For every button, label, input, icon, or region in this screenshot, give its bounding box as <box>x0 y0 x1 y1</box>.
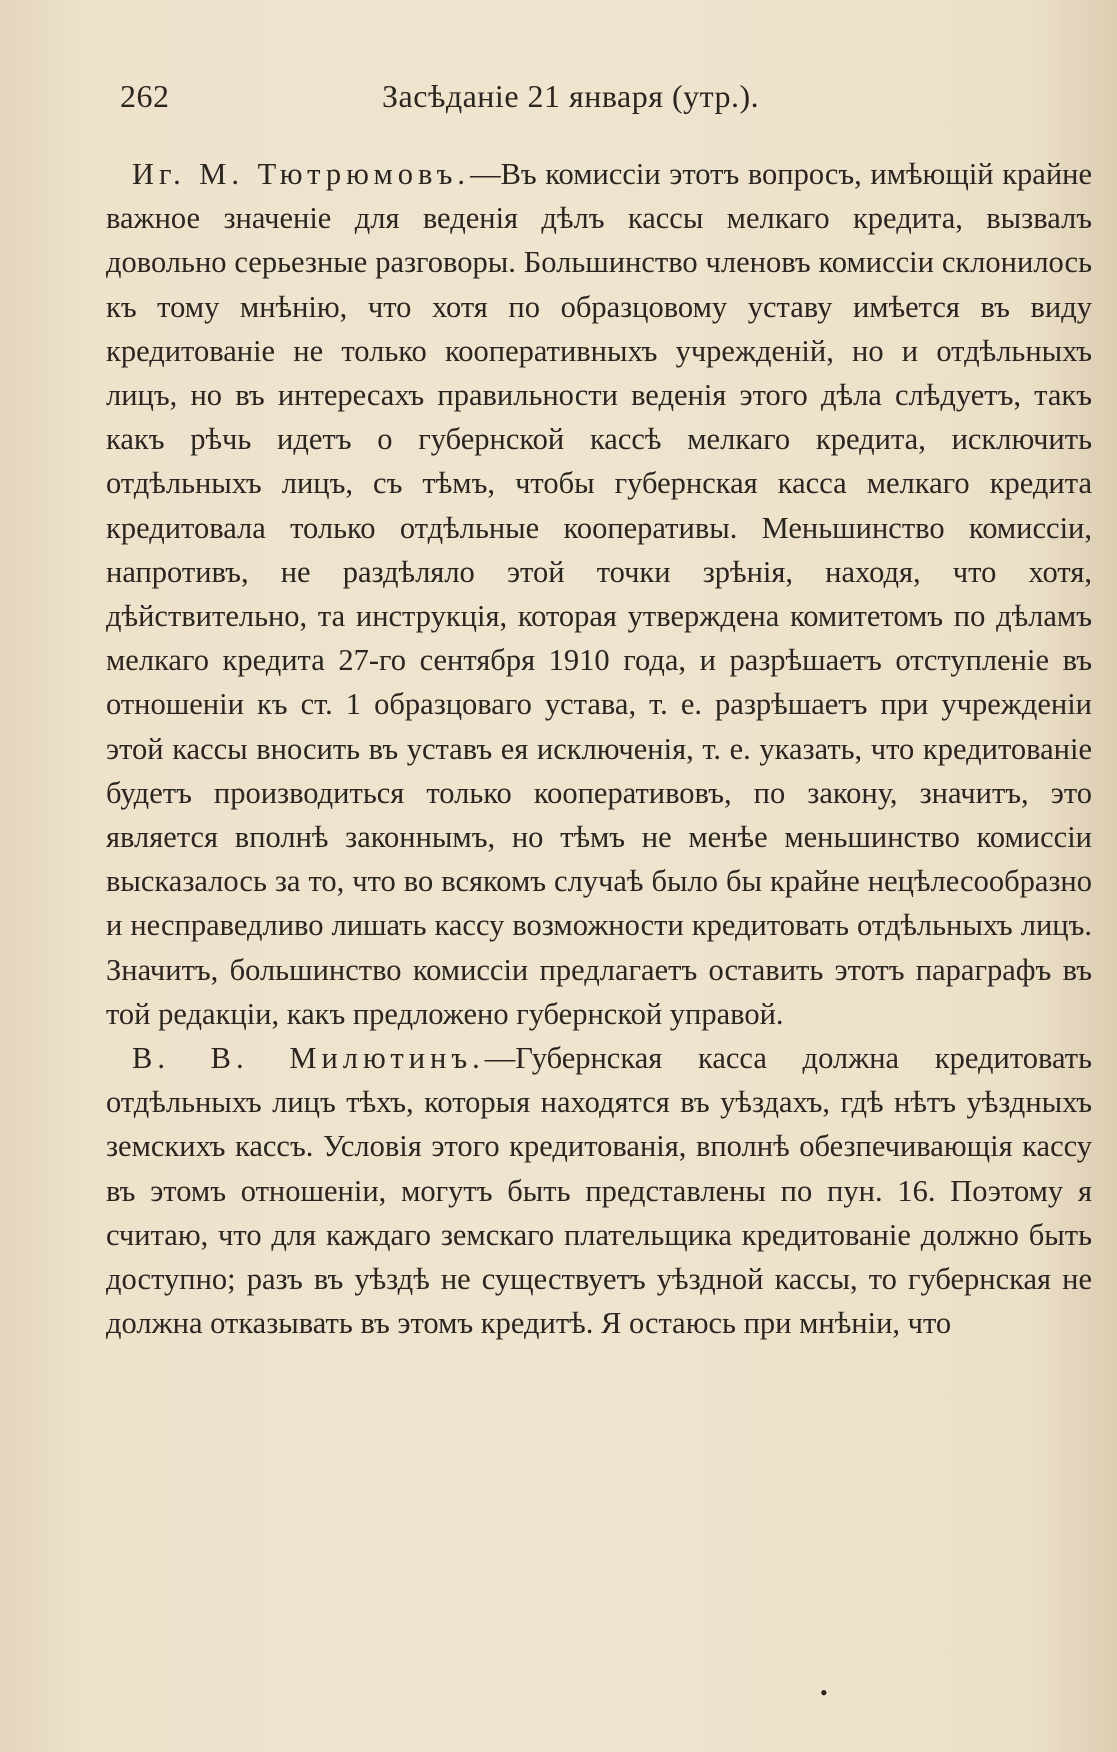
page-header <box>112 78 1092 128</box>
speaker-name: В. В. Милютинъ. <box>132 1041 485 1076</box>
paragraph-text: —Въ комиссіи этотъ вопросъ, имѣющій крайне важное значеніе для веденія дѣлъ кассы мелкаго кредита, вызвалъ довольно серьезные разговоры. Большинство членовъ комиссіи склонилось къ тому мнѣнію, что хотя по образцовому уставу имѣется въ виду кредитованіе не только кооперативныхъ учрежденій, но и отдѣльныхъ лицъ, но въ интересахъ правильности веденія этого дѣла слѣдуетъ, такъ какъ рѣчь идетъ о губернской кассѣ мелкаго кредита, исключить отдѣльныхъ лицъ, съ тѣмъ, чтобы губернская касса мелкаго кредита кредитовала только отдѣльные кооперативы. Меньшинство комиссіи, напротивъ, не раздѣляло этой точки зрѣнія, находя, что хотя, дѣйствительно, та инструкція, которая утверждена комитетомъ по дѣламъ мелкаго кредита 27-го сентября 1910 года, и разрѣшаетъ отступленіе въ отношеніи къ ст. 1 образцоваго устава, т. е. разрѣшаетъ при учрежденіи этой кассы вносить въ уставъ ея исключенія, т. е. указать, что кредитованіе будетъ производиться только кооперативовъ, по закону, значитъ, это является вполнѣ законнымъ, но тѣмъ не менѣе меньшинство комиссіи высказалось за то, что во всякомъ случаѣ было бы крайне нецѣлесообразно и несправедливо лишать кассу возможности кредитовать отдѣльныхъ лицъ. Значитъ, большинство комиссіи предлагаетъ оставить этотъ параграфъ въ той редакціи, какъ предложено губернской управой. <box>106 157 1092 1031</box>
speaker-name: Иг. М. Тютрюмовъ. <box>132 157 471 191</box>
paragraph-tyutryumov <box>106 152 1092 1036</box>
paragraph-milyutin <box>106 1036 1092 1345</box>
paragraph-text: —Губернская касса должна кредитовать отдѣльныхъ лицъ тѣхъ, которыя находятся въ уѣздахъ, гдѣ нѣтъ уѣздныхъ земскихъ кассъ. Условія этого кредитованія, вполнѣ обезпечивающія кассу въ этомъ отношеніи, могутъ быть представлены по пун. 16. Поэтому я считаю, что для каждаго земскаго плательщика кредитованіе должно быть доступно; разъ въ уѣздѣ не существуетъ уѣздной кассы, то губернская не должна отказывать въ этомъ кредитѣ. Я остаюсь при мнѣніи, что <box>106 1041 1092 1341</box>
body-text <box>106 152 1092 1345</box>
running-head: Засѣданіе 21 января (утр.). <box>382 78 760 114</box>
page-number: 262 <box>120 78 170 114</box>
print-mark: • <box>820 1680 828 1705</box>
